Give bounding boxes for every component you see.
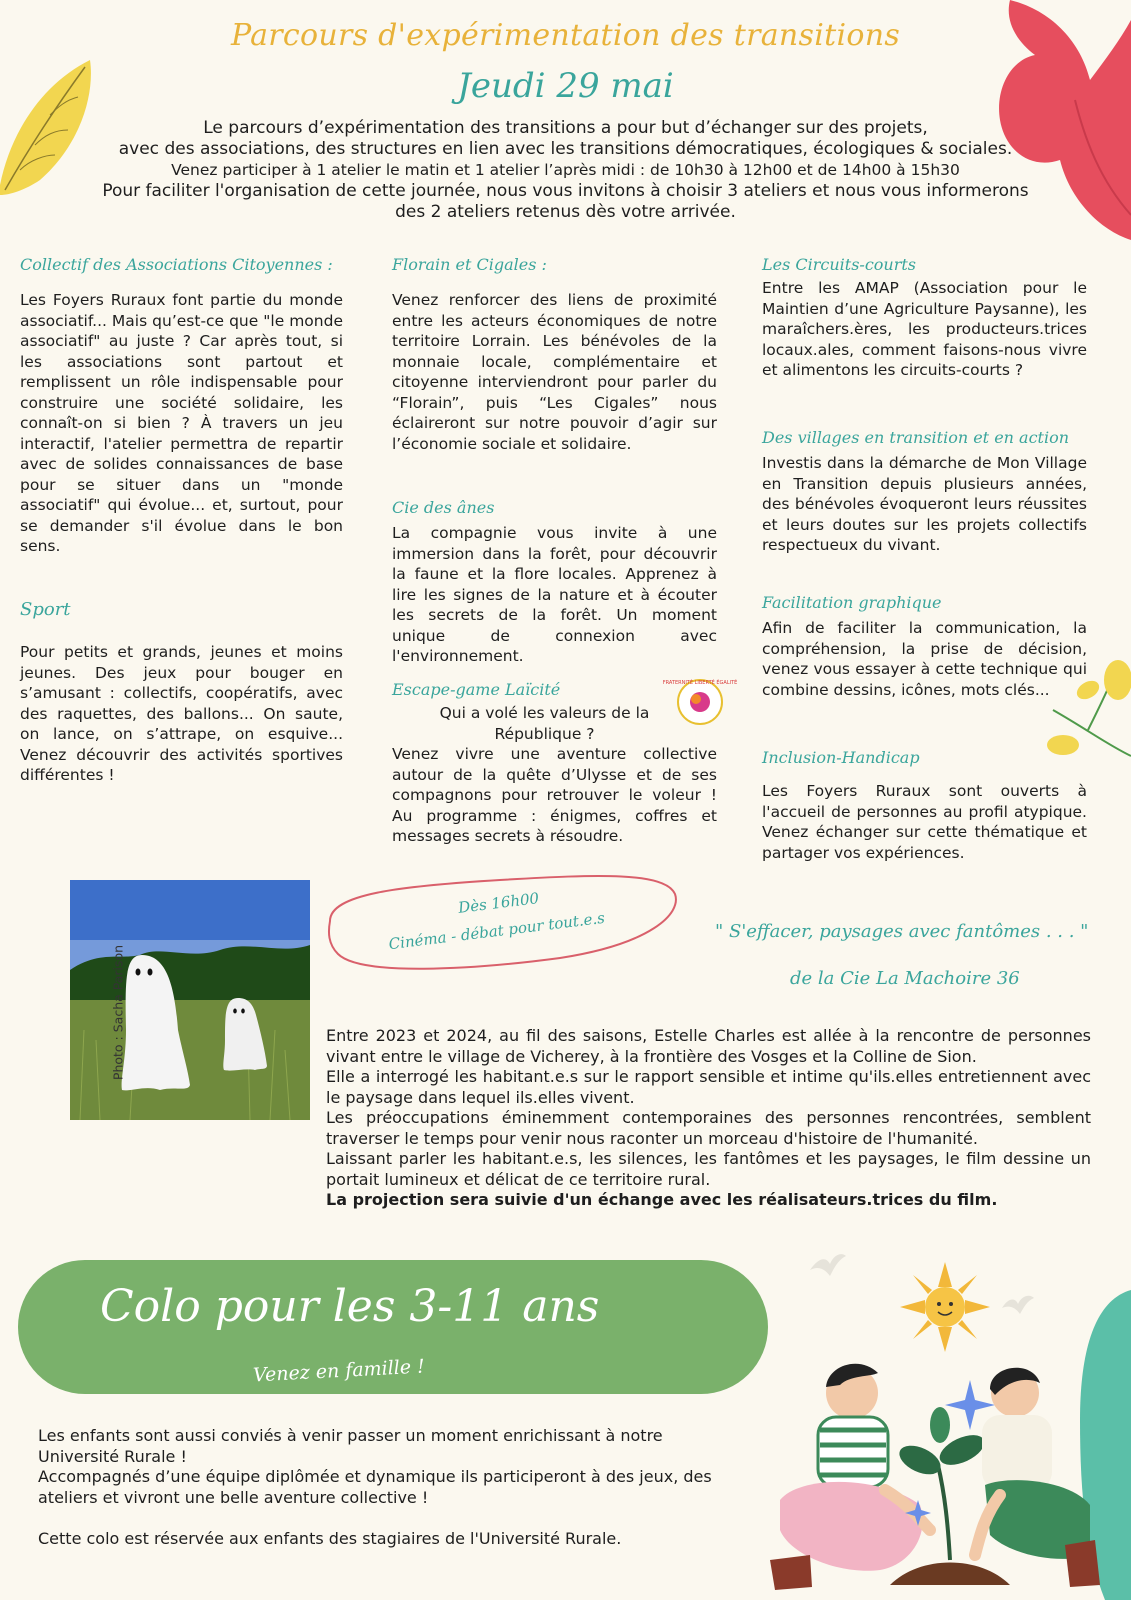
colo-subtitle: Venez en famille !: [252, 1355, 426, 1387]
film-company: de la Cie La Machoire 36: [790, 968, 1020, 989]
cinema-label: Cinéma - débat pour tout.e.s: [387, 908, 606, 954]
laicite-logo: [662, 672, 738, 732]
workshop-text: Pour petits et grands, jeunes et moins jeunes. Des jeux pour bouger en s’amusant : collectifs, coopératifs, avec des raquettes, des ballons... On saute, on lance, on s’attrape, on esquive... Venez découvrir des activités sportives différentes !: [20, 643, 343, 784]
colo-paragraph: Accompagnés d’une équipe diplômée et dynamique ils participeront à des jeux, des ateliers et vivront une belle aventure collective !: [38, 1467, 712, 1507]
bird-decoration: [1000, 1292, 1036, 1318]
intro-line: Venez participer à 1 atelier le matin et 1 atelier l’après midi : de 10h30 à 12h00 et de 14h00 à 15h30: [171, 161, 960, 179]
page-title: Parcours d'expérimentation des transitions: [230, 18, 901, 53]
workshop-text: Afin de faciliter la communication, la compréhension, la prise de décision, venez vous essayer à cette technique qui combine dessins, icônes, mots clés...: [762, 619, 1087, 699]
bird-decoration: [808, 1250, 848, 1280]
film-paragraph: Laissant parler les habitant.e.s, les silences, les fantômes et les paysages, le film dessine un portait lumineux et délicat de ce territoire rural.: [326, 1149, 1091, 1189]
workshop-title: Sport: [20, 599, 71, 620]
film-title: " S'effacer, paysages avec fantômes . . . ": [715, 921, 1089, 942]
colo-paragraph: Les enfants sont aussi conviés à venir passer un moment enrichissant à notre Université Rurale !: [38, 1426, 663, 1466]
children-planting-illustration: [770, 1355, 1110, 1600]
workshop-title: Cie des ânes: [392, 498, 495, 517]
workshop-question: Qui a volé les valeurs de la République ?: [439, 704, 650, 743]
workshop-title: Des villages en transition et en action: [762, 428, 1070, 447]
intro-line: Pour faciliter l'organisation de cette journée, nous vous invitons à choisir 3 ateliers et nous vous informerons: [102, 181, 1029, 201]
workshop-anes: [392, 498, 717, 667]
workshop-florain: [392, 255, 717, 454]
ghosts-photo: [70, 880, 310, 1120]
workshop-villages: [762, 428, 1087, 556]
workshop-escape: [392, 680, 717, 847]
workshop-sport: [20, 599, 343, 786]
cinema-time: Dès 16h00: [457, 889, 541, 917]
workshop-circuits: [762, 255, 1087, 381]
sun-illustration: [900, 1262, 990, 1352]
workshop-text: La compagnie vous invite à une immersion dans la forêt, pour découvrir la faune et la flore locales. Apprenez à lire les signes de la nature et à écouter les secrets de la forêt. Un moment unique de connexion avec l'environnement.: [392, 524, 717, 665]
workshop-inclusion: [762, 748, 1087, 863]
workshop-text: Investis dans la démarche de Mon Village en Transition depuis plusieurs années, des bénévoles évoqueront leurs réussites et leurs doutes sur les projets collectifs respectueux du vivant.: [762, 454, 1087, 554]
event-date: Jeudi 29 mai: [457, 66, 674, 106]
logo-text: FRATERNITÉ LIBERTÉ ÉGALITÉ: [662, 680, 738, 686]
workshop-text: Les Foyers Ruraux sont ouverts à l'accueil de personnes au profil atypique. Venez échanger sur cette thématique et partager vos expériences.: [762, 782, 1087, 862]
colo-paragraph: Cette colo est réservée aux enfants des stagiaires de l'Université Rurale.: [38, 1528, 622, 1548]
film-paragraph: Elle a interrogé les habitant.e.s sur le rapport sensible et intime qu'ils.elles entretiennent avec le paysage dans lequel ils.elles vivent.: [326, 1067, 1091, 1107]
workshop-title: Inclusion-Handicap: [762, 748, 920, 767]
workshop-facilitation: [762, 593, 1087, 700]
intro-line: des 2 ateliers retenus dès votre arrivée.: [395, 202, 736, 222]
cinema-bubble: [320, 866, 682, 982]
workshop-title: Escape-game Laïcité: [392, 680, 561, 699]
workshop-text: Entre les AMAP (Association pour le Maintien d’une Agriculture Paysanne), les maraîchers.ères, les producteurs.trices locaux.ales, comment faisons-nous vivre et alimentons les circuits-courts ?: [762, 279, 1087, 379]
film-paragraph: Les préoccupations éminemment contemporaines des personnes rencontrées, semblent traverser le temps pour venir nous raconter un morceau d'histoire de l'humanité.: [326, 1108, 1091, 1148]
colo-description: [38, 1426, 728, 1549]
film-closing: La projection sera suivie d'un échange avec les réalisateurs.trices du film.: [326, 1190, 998, 1209]
workshop-text: Venez vivre une aventure collective autour de la quête d’Ulysse et de ses compagnons pour retrouver le voleur ! Au programme : énigmes, coffres et messages secrets à résoudre.: [392, 745, 717, 845]
workshop-title: Les Circuits-courts: [762, 255, 917, 274]
workshop-title: Florain et Cigales :: [392, 255, 547, 274]
workshop-text: Les Foyers Ruraux font partie du monde associatif... Mais qu’est-ce que "le monde associatif" au juste ? Car après tout, si les associations sont partout et remplissent un rôle indispensable pour construire une société solidaire, les connaît-on si bien ? À travers un jeu interactif, l'atelier permettra de repartir avec de solides connaissances de base pour se situer dans un "monde associatif" qui évolue... et, surtout, pour se demander s'il évolue dans le bon sens.: [20, 291, 343, 555]
intro-line: Le parcours d’expérimentation des transitions a pour but d’échanger sur des projets,: [203, 118, 928, 138]
workshop-collectif: [20, 255, 343, 557]
workshop-title: Facilitation graphique: [762, 593, 942, 612]
intro-block: [40, 118, 1091, 223]
colo-title: Colo pour les 3-11 ans: [100, 1281, 600, 1332]
intro-line: avec des associations, des structures en lien avec les transitions démocratiques, écologiques & sociales.: [118, 139, 1013, 159]
workshop-text: Venez renforcer des liens de proximité entre les acteurs économiques de notre territoire Lorrain. Les bénévoles de la monnaie locale, complémentaire et citoyenne interviendront pour parler du “Florain”, puis “Les Cigales” nous éclaireront sur notre pouvoir d’agir sur l’économie sociale et solidaire.: [392, 291, 717, 453]
photo-credit: Photo : Sacha Parison: [110, 944, 126, 1081]
film-description: [326, 1026, 1091, 1211]
workshop-title: Collectif des Associations Citoyennes :: [20, 255, 333, 274]
film-paragraph: Entre 2023 et 2024, au fil des saisons, Estelle Charles est allée à la rencontre de personnes vivant entre le village de Vicherey, à la frontière des Vosges et la Colline de Sion.: [326, 1026, 1091, 1066]
